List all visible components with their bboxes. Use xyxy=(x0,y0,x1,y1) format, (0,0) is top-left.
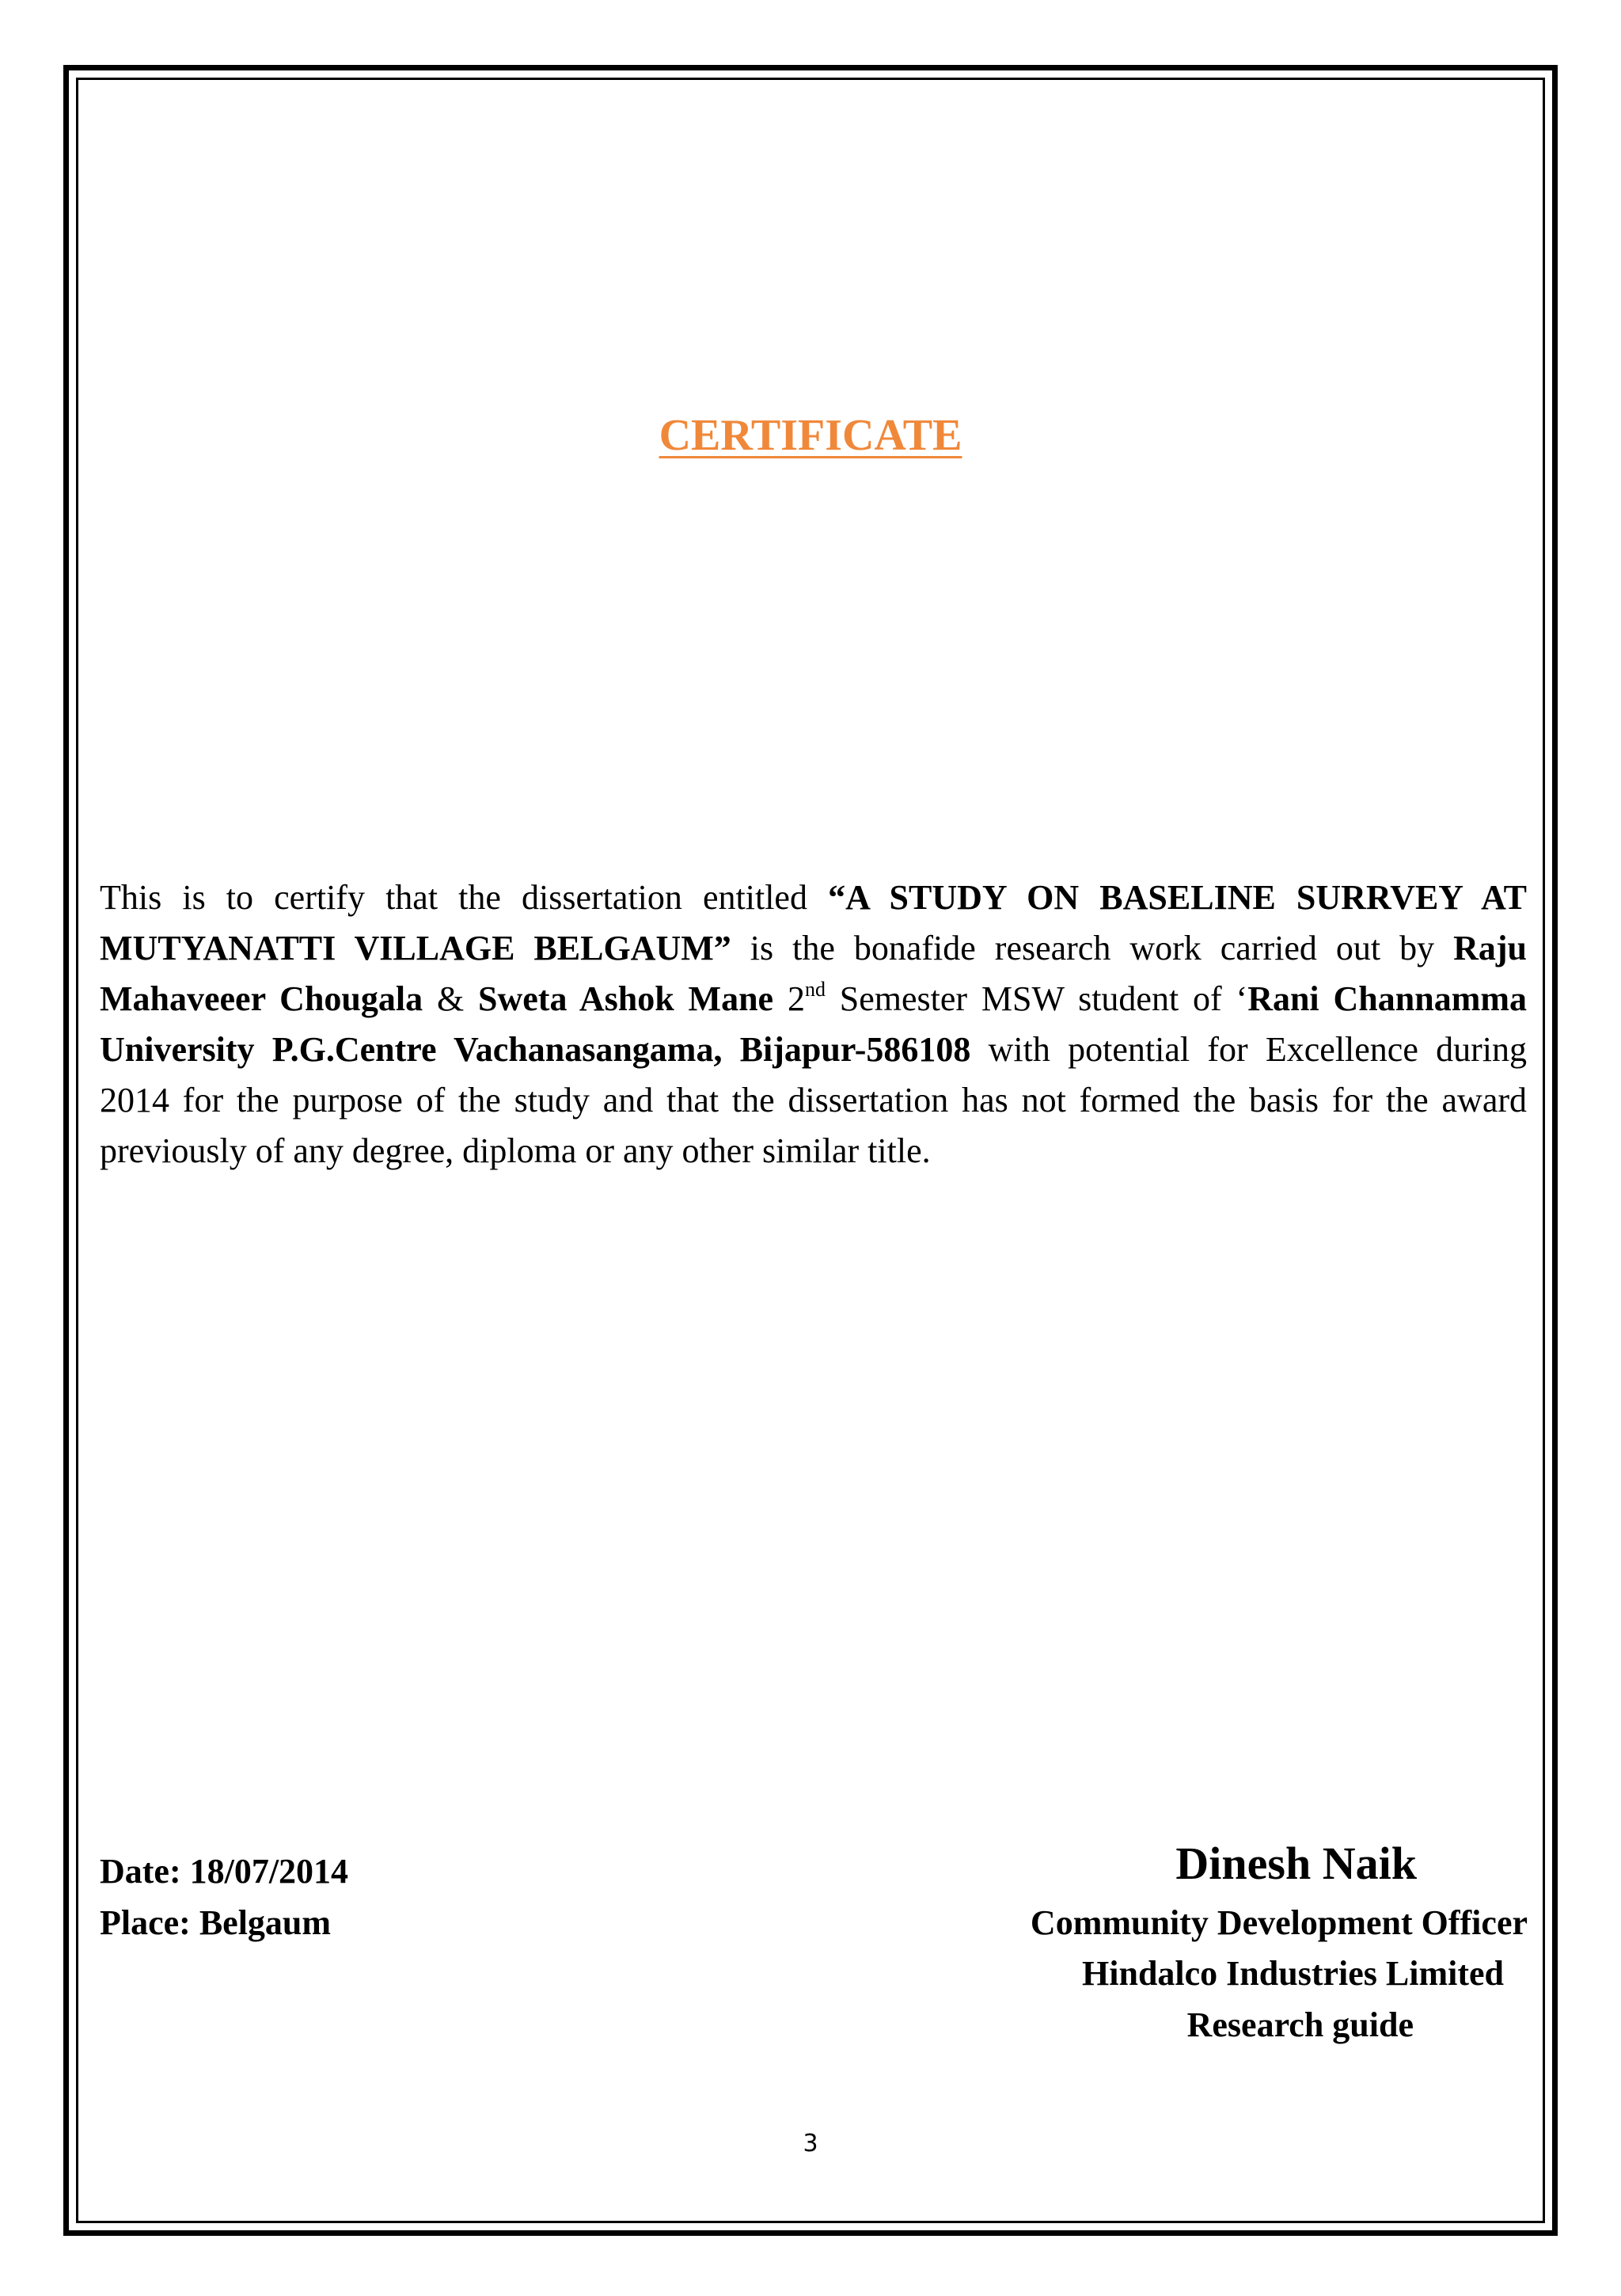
university-name: Rani Channamma University P.G.Centre Vachanasangama, Bijapur-586108 xyxy=(100,979,1527,1069)
semester-text: Semester MSW student of xyxy=(825,979,1236,1018)
signatory-designation: Research guide xyxy=(1186,2005,1414,2044)
body-carried-out: is the bonafide research work carried out by xyxy=(731,929,1454,967)
body-intro: This is to certify that the dissertation entitled xyxy=(100,878,829,917)
date-line: Date: 18/07/2014 xyxy=(100,1852,349,1891)
study-title: “A STUDY ON BASELINE SURRVEY AT MUTYANATTI VILLAGE BELGAUM” xyxy=(100,878,1527,967)
body-ampersand: & xyxy=(423,979,479,1018)
semester-number: 2 xyxy=(773,979,805,1018)
open-quote: ‘ xyxy=(1236,979,1248,1018)
signatory-name: Dinesh Naik xyxy=(1175,1838,1417,1889)
body-closing: with potential for Excellence during 2014 for the purpose of the study and that the dissertation has not formed the basis for the award previously of any degree, diploma or any other similar title. xyxy=(100,1030,1527,1170)
signatory-role: Community Development Officer xyxy=(1030,1903,1528,1942)
student-name-2: Sweta Ashok Mane xyxy=(478,979,774,1018)
signatory-organization: Hindalco Industries Limited xyxy=(1082,1954,1504,1993)
certificate-title: CERTIFICATE xyxy=(659,411,962,460)
page-number: 3 xyxy=(803,2130,818,2157)
semester-ordinal: nd xyxy=(804,978,826,1001)
place-line: Place: Belgaum xyxy=(100,1903,332,1942)
certificate-body xyxy=(100,872,1527,1177)
student-name-1: Raju Mahaveeer Chougala xyxy=(100,929,1527,1018)
